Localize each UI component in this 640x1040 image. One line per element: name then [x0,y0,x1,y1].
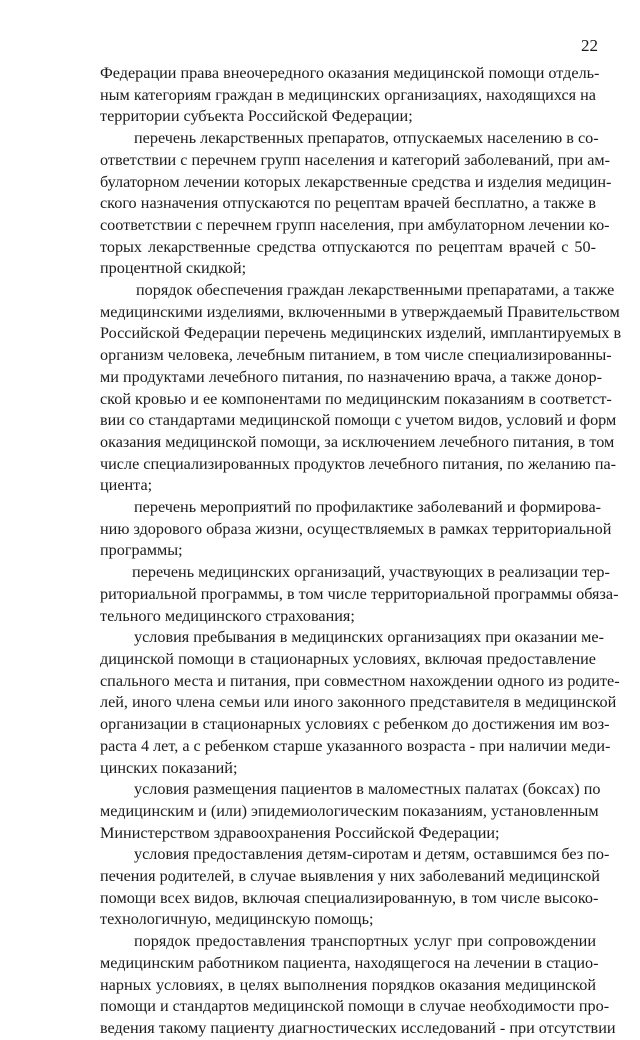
document-body [100,63,622,1040]
text-line: тельного медицинского страхования; [100,606,355,625]
text-line: программы; [100,541,183,560]
text-line: вии со стандартами медицинской помощи с учетом видов, условий и форм [100,411,617,430]
text-line: нарных условиях, в целях выполнения порядков оказания медицинской [100,975,596,994]
text-line: печения родителей, в случае выявления у них заболеваний медицинской [100,867,600,886]
text-line: ным категориям граждан в медицинских организациях, находящихся на [100,85,596,104]
text-line: организации в стационарных условиях с ребенком до достижения им воз- [100,715,610,734]
text-line: лей, иного члена семьи или иного законного представителя в медицинской [100,693,617,712]
paragraph [100,280,622,497]
text-line: медицинским и (или) эпидемиологическим показаниям, установленным [100,801,599,820]
text-line: организм человека, лечебным питанием, в том числе специализированны- [100,346,612,365]
text-line: булаторном лечении которых лекарственные средства и изделия медицин- [100,172,612,191]
text-line: медицинским работником пациента, находящегося на лечении в стацио- [100,953,599,972]
text-line: ведения такому пациенту диагностических исследований - при отсутствии [100,1018,616,1037]
text-line: торых лекарственные средства отпускаются по рецептам врачей с 50- [100,237,596,256]
text-line: числе специализированных продуктов лечебного питания, по желанию па- [100,454,617,473]
text-line: порядок обеспечения граждан лекарственными препаратами, а также [136,281,615,300]
text-line: условия предоставления детям-сиротам и детям, оставшимся без по- [134,845,610,864]
page-number: 22 [581,36,598,55]
text-line: ми продуктами лечебного питания, по назначению врача, а также донор- [100,367,602,386]
text-line: циента; [100,476,153,495]
text-line: помощи и стандартов медицинской помощи в случае необходимости про- [100,997,610,1016]
paragraph [100,63,600,128]
text-line: порядок предоставления транспортных услуг при сопровождении [134,932,596,951]
paragraph [100,844,610,931]
text-line: ской кровью и ее компонентами по медицинским показаниям в соответст- [100,389,612,408]
text-line: перечень мероприятий по профилактике заболеваний и формирова- [134,498,602,517]
paragraph [100,497,612,562]
text-line: раста 4 лет, а с ребенком старше указанного возраста - при наличии меди- [100,736,611,755]
text-line: технологичную, медицинскую помощь; [100,910,374,929]
text-line: Федерации права внеочередного оказания медицинской помощи отдель- [100,64,600,82]
paragraph [100,931,616,1040]
text-line: процентной скидкой; [100,259,247,278]
text-line: перечень медицинских организаций, участвующих в реализации тер- [132,563,610,582]
text-line: условия размещения пациентов в маломестных палатах (боксах) по [134,780,601,799]
text-line: территории субъекта Российской Федерации; [100,107,413,126]
text-line: медицинскими изделиями, включенными в утверждаемый Правительством [100,302,620,321]
text-line: Российской Федерации перечень медицинских изделий, имплантируемых в [100,324,622,343]
text-line: соответствии с перечнем групп населения, при амбулаторном лечении ко- [100,215,610,234]
text-line: помощи всех видов, включая специализированную, в том числе высоко- [100,888,599,907]
text-line: перечень лекарственных препаратов, отпускаемых населению в со- [134,129,599,148]
text-line: спального места и питания, при совместном нахождении одного из родите- [100,671,620,690]
paragraph [100,779,601,844]
paragraph [100,128,612,280]
text-line: нию здорового образа жизни, осуществляемых в рамках территориальной [100,519,612,538]
paragraph [100,562,619,627]
text-line: ского назначения отпускаются по рецептам врачей бесплатно, а также в [100,194,596,213]
text-line: оказания медицинской помощи, за исключением лечебного питания, в том [100,432,615,451]
text-line: дицинской помощи в стационарных условиях, включая предоставление [100,649,596,668]
text-line: Министерством здравоохранения Российской Федерации; [100,823,500,842]
text-line: риториальной программы, в том числе территориальной программы обяза- [100,584,619,603]
text-line: ответствии с перечнем групп населения и категорий заболеваний, при ам- [100,150,611,169]
text-line: условия пребывания в медицинских организациях при оказании ме- [134,628,605,647]
paragraph [100,627,620,779]
text-line: цинских показаний; [100,758,238,777]
